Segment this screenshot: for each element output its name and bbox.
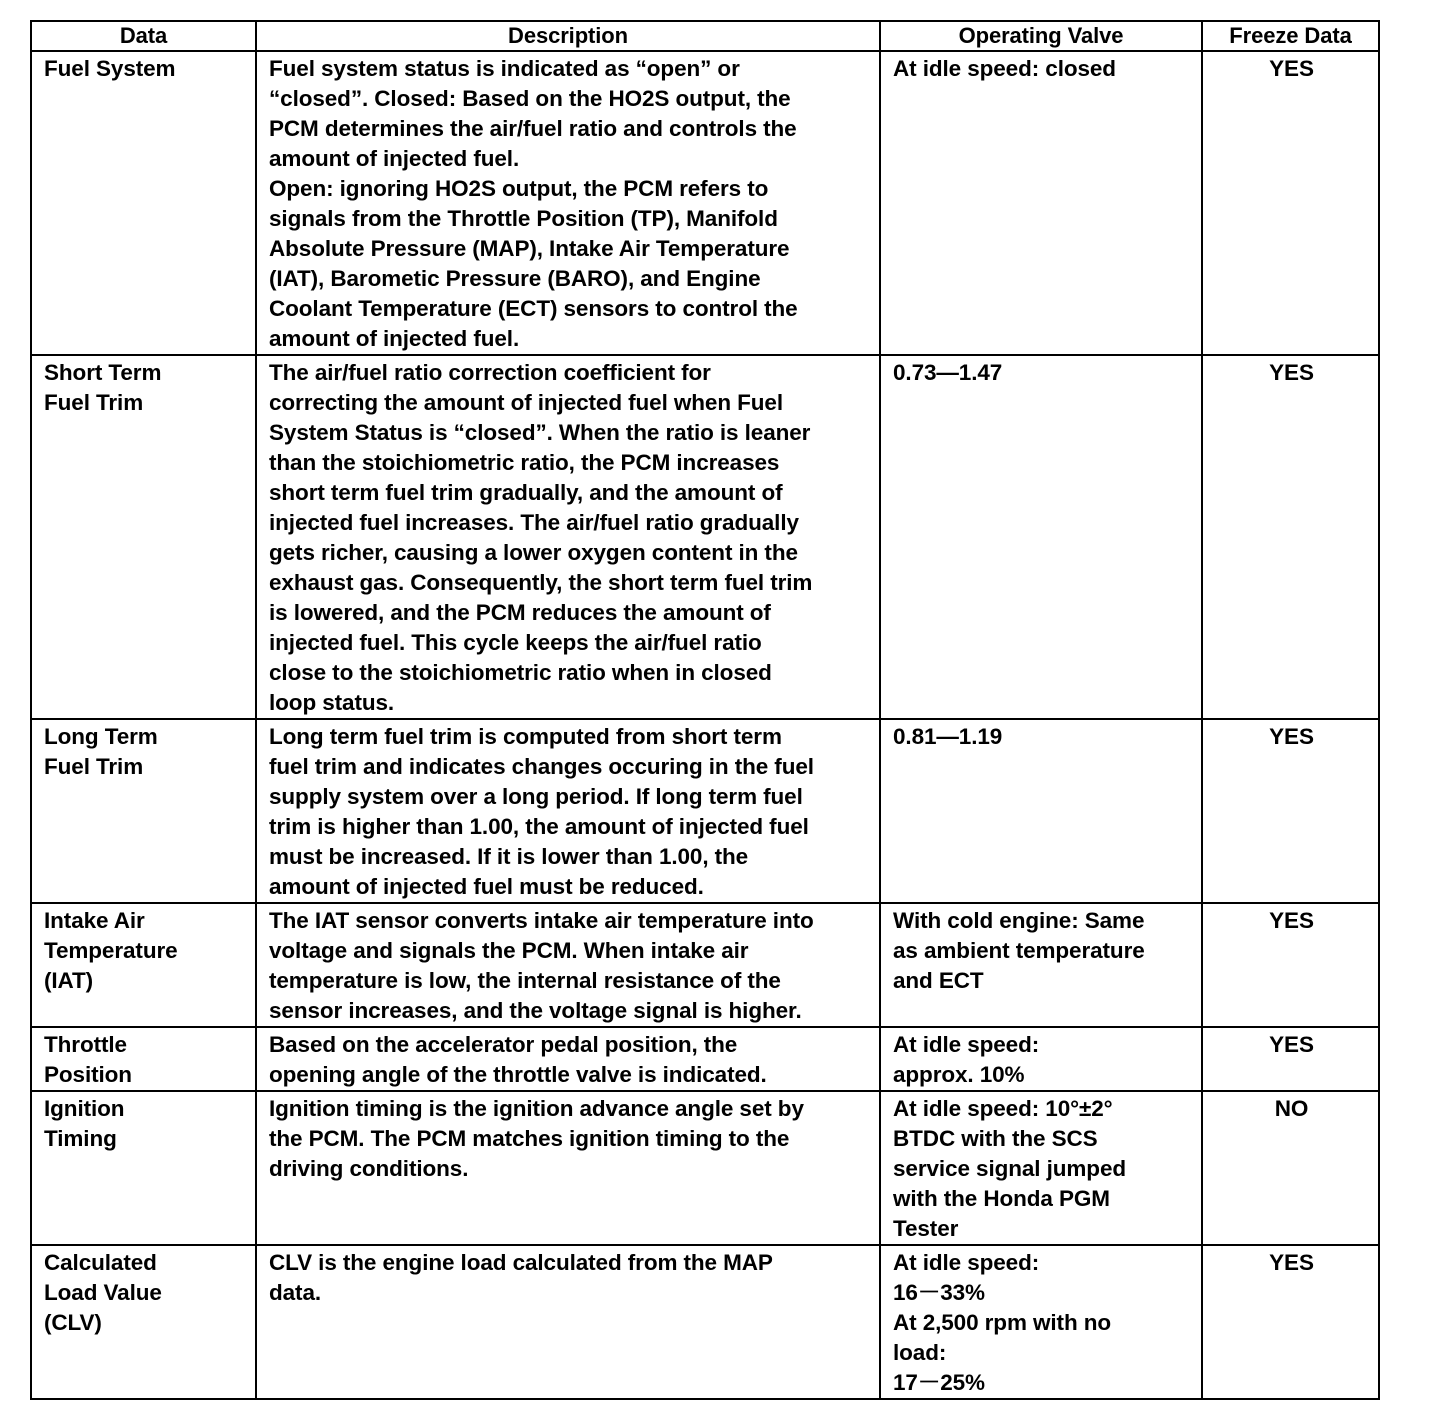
description-line: loop status. (269, 690, 395, 715)
operating-value-line: With cold engine: Same (893, 908, 1145, 933)
description-line: Long term fuel trim is computed from short term (269, 724, 782, 749)
data-line: Throttle (44, 1032, 127, 1057)
description-line: CLV is the engine load calculated from the MAP (269, 1250, 773, 1275)
description-line: “closed”. Closed: Based on the HO2S output, the (269, 86, 791, 111)
description-cell (256, 355, 880, 719)
description-line: amount of injected fuel must be reduced. (269, 874, 704, 899)
table-row (31, 355, 1379, 719)
description-line: Coolant Temperature (ECT) sensors to control the (269, 296, 798, 321)
table-row (31, 1091, 1379, 1245)
operating-value-line: At idle speed: (893, 1032, 1040, 1057)
description-cell (256, 1245, 880, 1399)
data-line: Fuel System (44, 56, 176, 81)
operating-value-cell (880, 1091, 1202, 1245)
description-line: is lowered, and the PCM reduces the amount of (269, 600, 771, 625)
data-line: Fuel Trim (44, 754, 144, 779)
operating-value-line: 0.73—1.47 (893, 360, 1003, 385)
operating-value-cell (880, 719, 1202, 903)
description-line: injected fuel increases. The air/fuel ratio gradually (269, 510, 799, 535)
description-line: temperature is low, the internal resistance of the (269, 968, 781, 993)
description-line: correcting the amount of injected fuel when Fuel (269, 390, 783, 415)
freeze-data-cell: YES (1202, 1245, 1379, 1399)
description-line: signals from the Throttle Position (TP), Manifold (269, 206, 778, 231)
description-line: amount of injected fuel. (269, 146, 520, 171)
table-row (31, 51, 1379, 355)
freeze-data-cell: YES (1202, 719, 1379, 903)
description-line: driving conditions. (269, 1156, 469, 1181)
data-cell (31, 355, 256, 719)
description-line: Based on the accelerator pedal position, the (269, 1032, 738, 1057)
data-line: Calculated (44, 1250, 157, 1275)
operating-value-line: At idle speed: 10°±2° (893, 1096, 1113, 1121)
data-line: Timing (44, 1126, 117, 1151)
fuel-data-table (30, 20, 1380, 1400)
description-line: (IAT), Barometic Pressure (BARO), and Engine (269, 266, 761, 291)
operating-value-line: approx. 10% (893, 1062, 1025, 1087)
header-operating-value: Operating Valve (880, 21, 1202, 51)
header-freeze-data: Freeze Data (1202, 21, 1379, 51)
table-row (31, 719, 1379, 903)
data-line: Temperature (44, 938, 178, 963)
freeze-data-cell: YES (1202, 903, 1379, 1027)
data-cell (31, 903, 256, 1027)
description-line: Absolute Pressure (MAP), Intake Air Temperature (269, 236, 790, 261)
freeze-data-cell: YES (1202, 1027, 1379, 1091)
description-line: sensor increases, and the voltage signal is higher. (269, 998, 802, 1023)
description-line: System Status is “closed”. When the ratio is leaner (269, 420, 811, 445)
operating-value-line: with the Honda PGM (893, 1186, 1110, 1211)
description-line: the PCM. The PCM matches ignition timing to the (269, 1126, 790, 1151)
operating-value-line: At idle speed: (893, 1250, 1040, 1275)
data-line: Long Term (44, 724, 158, 749)
operating-value-line: At idle speed: closed (893, 56, 1116, 81)
data-line: Intake Air (44, 908, 145, 933)
operating-value-line: 16－33% (893, 1280, 985, 1305)
header-description: Description (256, 21, 880, 51)
operating-value-cell (880, 51, 1202, 355)
operating-value-cell (880, 903, 1202, 1027)
description-cell (256, 1027, 880, 1091)
description-line: exhaust gas. Consequently, the short term fuel trim (269, 570, 813, 595)
description-line: gets richer, causing a lower oxygen content in the (269, 540, 798, 565)
operating-value-line: 17－25% (893, 1370, 985, 1395)
description-line: amount of injected fuel. (269, 326, 520, 351)
operating-value-line: BTDC with the SCS (893, 1126, 1098, 1151)
description-cell (256, 903, 880, 1027)
description-line: fuel trim and indicates changes occuring in the fuel (269, 754, 814, 779)
data-cell (31, 51, 256, 355)
description-line: voltage and signals the PCM. When intake air (269, 938, 749, 963)
data-line: Fuel Trim (44, 390, 144, 415)
table-row (31, 1245, 1379, 1399)
description-line: than the stoichiometric ratio, the PCM increases (269, 450, 780, 475)
description-line: Open: ignoring HO2S output, the PCM refers to (269, 176, 769, 201)
data-cell (31, 1091, 256, 1245)
operating-value-line: service signal jumped (893, 1156, 1126, 1181)
freeze-data-cell: YES (1202, 355, 1379, 719)
description-cell (256, 51, 880, 355)
data-line: Ignition (44, 1096, 125, 1121)
operating-value-line: 0.81—1.19 (893, 724, 1003, 749)
table-row (31, 903, 1379, 1027)
description-line: must be increased. If it is lower than 1.00, the (269, 844, 749, 869)
data-line: Position (44, 1062, 132, 1087)
description-cell (256, 719, 880, 903)
description-line: close to the stoichiometric ratio when in closed (269, 660, 772, 685)
description-line: supply system over a long period. If long term fuel (269, 784, 803, 809)
operating-value-cell (880, 355, 1202, 719)
operating-value-line: At 2,500 rpm with no (893, 1310, 1112, 1335)
description-line: Ignition timing is the ignition advance angle set by (269, 1096, 804, 1121)
description-line: The air/fuel ratio correction coefficient for (269, 360, 711, 385)
header-data: Data (31, 21, 256, 51)
operating-value-line: load: (893, 1340, 947, 1365)
freeze-data-cell: YES (1202, 51, 1379, 355)
data-line: (CLV) (44, 1310, 102, 1335)
description-line: injected fuel. This cycle keeps the air/fuel ratio (269, 630, 762, 655)
table-row (31, 1027, 1379, 1091)
description-line: PCM determines the air/fuel ratio and controls the (269, 116, 797, 141)
header-row (31, 21, 1379, 51)
description-line: opening angle of the throttle valve is indicated. (269, 1062, 767, 1087)
operating-value-line: and ECT (893, 968, 984, 993)
data-cell (31, 719, 256, 903)
description-line: short term fuel trim gradually, and the amount of (269, 480, 783, 505)
description-line: trim is higher than 1.00, the amount of injected fuel (269, 814, 809, 839)
data-line: (IAT) (44, 968, 94, 993)
description-cell (256, 1091, 880, 1245)
data-cell (31, 1027, 256, 1091)
operating-value-cell (880, 1027, 1202, 1091)
operating-value-cell (880, 1245, 1202, 1399)
data-line: Short Term (44, 360, 162, 385)
data-cell (31, 1245, 256, 1399)
freeze-data-cell: NO (1202, 1091, 1379, 1245)
data-line: Load Value (44, 1280, 162, 1305)
description-line: data. (269, 1280, 322, 1305)
description-line: The IAT sensor converts intake air temperature into (269, 908, 814, 933)
operating-value-line: as ambient temperature (893, 938, 1145, 963)
description-line: Fuel system status is indicated as “open” or (269, 56, 740, 81)
operating-value-line: Tester (893, 1216, 959, 1241)
